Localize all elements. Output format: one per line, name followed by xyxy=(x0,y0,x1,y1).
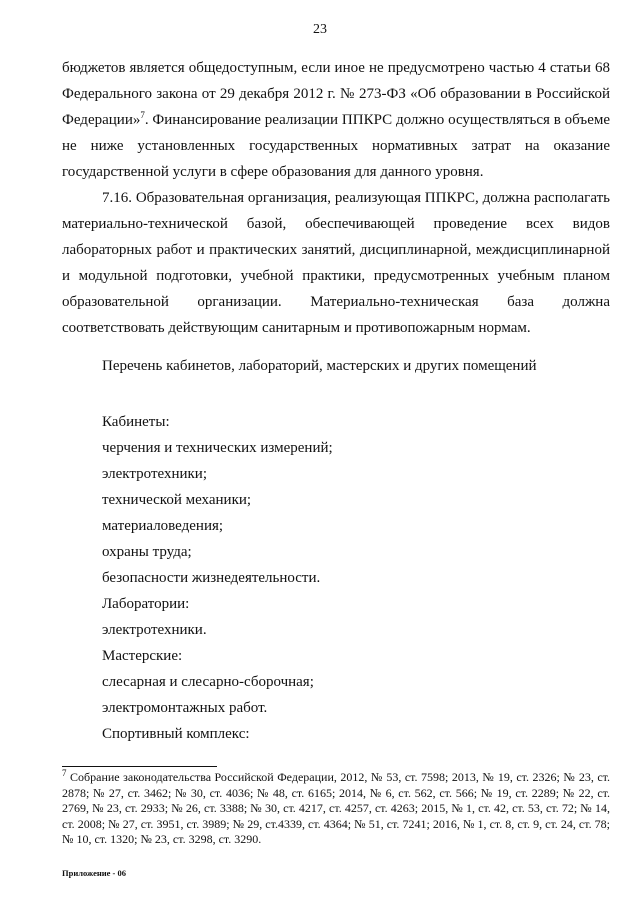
paragraph-budget xyxy=(62,55,610,185)
footnote-mark: 7 xyxy=(62,768,67,778)
appendix-label: Приложение - 06 xyxy=(62,868,127,878)
list-item: Лаборатории: xyxy=(102,596,190,612)
list-item: Кабинеты: xyxy=(102,414,170,430)
page-number: 23 xyxy=(313,22,327,37)
footnote-ref: 7 xyxy=(140,110,145,120)
list-item: безопасности жизнедеятельности. xyxy=(102,570,321,586)
premises-list xyxy=(102,409,333,747)
footnote-divider xyxy=(62,766,217,767)
paragraph-7-16: 7.16. Образовательная организация, реализующая ППКРС, должна располагать материально-технической базой, обеспечивающей проведение всех видов лабораторных работ и практических занятий, дисциплинарной, междисциплинарной и модульной подготовки, учебной практики, предусмотренных учебным планом образовательной организации. Материально-техническая база должна соответствовать действующим санитарным и противопожарным нормам. xyxy=(62,190,610,336)
paragraph-budget-text-b: . Финансирование реализации ППКРС должно осуществляться в объеме не ниже установленных государственных нормативных затрат на оказание государственной услуги в сфере образования для данного уровня. xyxy=(62,112,610,180)
paragraph-budget-text-a: бюджетов является общедоступным, если иное не предусмотрено частью 4 статьи 68 Федерального закона от 29 декабря 2012 г. № 273-ФЗ «Об образовании в Российской Федерации» xyxy=(62,60,610,128)
list-item: материаловедения; xyxy=(102,518,224,534)
list-item: технической механики; xyxy=(102,492,252,508)
list-item: Мастерские: xyxy=(102,648,183,664)
list-item: электротехники. xyxy=(102,622,207,638)
list-item: слесарная и слесарно-сборочная; xyxy=(102,674,314,690)
footnote-text: Собрание законодательства Российской Федерации, 2012, № 53, ст. 7598; 2013, № 19, ст. 2326; № 23, ст. 2878; № 27, ст. 3462; № 30, ст. 4036; № 48, ст. 6165; 2014, № 6, ст. 562, ст. 566; № 19, ст. 2289; № 22, ст. 2769, № 23, ст. 2933; № 26, ст. 3388; № 30, ст. 4217, ст. 4257, ст. 4263; 2015, № 1, ст. 42, ст. 53, ст. 72; № 14, ст. 2008; № 27, ст. 3951, ст. 3989; № 29, ст.4339, ст. 4364; № 51, ст. 7241; 2016, № 1, ст. 8, ст. 9, ст. 24, ст. 78; № 10, ст. 1320; № 23, ст. 3298, ст. 3290. xyxy=(62,770,610,846)
premises-list-heading: Перечень кабинетов, лабораторий, мастерских и других помещений xyxy=(102,358,537,374)
list-item: электромонтажных работ. xyxy=(102,700,268,716)
list-item: Спортивный комплекс: xyxy=(102,726,250,742)
list-item: черчения и технических измерений; xyxy=(102,440,333,456)
list-item: электротехники; xyxy=(102,466,207,482)
footnote xyxy=(62,770,610,848)
list-item: охраны труда; xyxy=(102,544,192,560)
